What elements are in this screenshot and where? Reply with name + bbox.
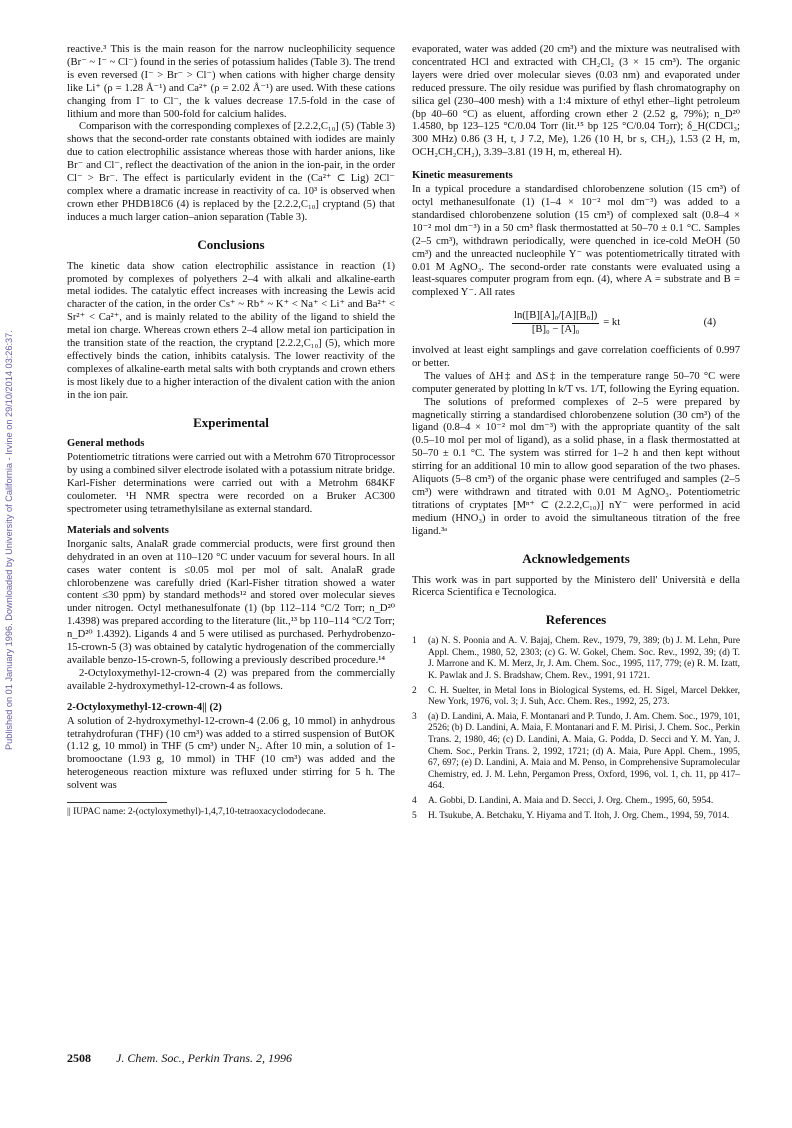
footnote: || IUPAC name: 2-(octyloxymethyl)-1,4,7,10-tetraoxacyclododecane.: [67, 807, 326, 818]
paragraph: involved at least eight samplings and gave correlation coefficients of 0.997 or better.: [412, 345, 740, 369]
paragraph: Comparison with the corresponding complexes of [2.2.2,C₁₀] (5) (Table 3) shows that the second-order rate constants obtained with iodides are mainly due to cation electrophilic assistance whereas those with harder anions, like Br⁻ and Cl⁻, reflect the deactivation of the anion in the ion-pair, in the order Cl⁻ > Br⁻. The effect is particularly evident in the (Ca²⁺ ⊂ Lig) 2Cl⁻ complex where a dramatic increase in reactivity of ca. 10³ is observed when crown ether PHDB18C6 (4) is replaced by the [2.2.2,C₁₀] cryptand (5) that induces a much larger cation–anion separation (Table 3).: [67, 121, 395, 223]
experimental-heading: Experimental: [193, 414, 269, 430]
reference-text: C. H. Suelter, in Metal Ions in Biological Systems, ed. H. Sigel, Marcel Dekker, New York, 1976, vol. 3; J. Suh, Acc. Chem. Res., 1992, 25, 273.: [428, 685, 740, 708]
equation-numerator: ln([B][A]₀/[A][B₀]): [512, 310, 599, 324]
equation-4: [412, 310, 740, 337]
kinetic-heading: Kinetic measurements: [412, 170, 513, 182]
paragraph: evaporated, water was added (20 cm³) and the mixture was neutralised with concentrated HCl and extracted with CH₂Cl₂ (3 × 15 cm³). The organic layers were dried over molecular sieves (0.03 nm) and evaporated under reduced pressure. The oily residue was purified by flash chromatography on silica gel (230–400 mesh) with a 1:4 mixture of ethyl ether–light petroleum (bp 40–60 °C) as eluent, affording crown ether 2 (2.52 g, 79%); n_D²⁰ 1.4580, bp 123–125 °C/0.04 Torr (lit.¹⁵ bp 125 °C/0.04 Torr); δ_H(CDCl₃; 300 MHz) 0.86 (3 H, t, J 7.2, Me), 1.26 (10 H, br s, CH₂), 1.53 (2 H, m, OCH₂CH₂CH₂), 3.39–3.81 (19 H, m, ethereal H).: [412, 44, 740, 159]
equation-number: (4): [703, 317, 716, 329]
paragraph: A solution of 2-hydroxymethyl-12-crown-4 (2.06 g, 10 mmol) in anhydrous tetrahydrofuran (THF) (10 cm³) was added to a stirred suspension of ButOK (1.12 g, 10 mmol) in THF (5 cm³) under N₂. After 10 min, a solution of 1-bromooctane (1.93 g, 10 mmol) in THF (10 cm³) was added and the heterogeneous reaction mixture was refluxed under stirring for 5 h. The solvent was: [67, 715, 395, 792]
reference-item: [412, 686, 740, 709]
paragraph: reactive.³ This is the main reason for the narrow nucleophilicity sequence (Br⁻ ~ I⁻ ~ Cl⁻) found in the series of potassium halides (Table 3). The trend is even reversed (I⁻ > Br⁻ > Cl⁻) when cations with higher charge density like Li⁺ (ρ = 1.28 Å⁻¹) and Ca²⁺ (ρ = 2.02 Å⁻¹) are used. With these cations changing from I⁻ to Cl⁻, the k values decrease 17.5-fold in the case of lithium and more than 500-fold for calcium halides.: [67, 44, 395, 120]
paragraph: Inorganic salts, AnalaR grade commercial products, were first ground then dehydrated in an oven at 110–120 °C under vacuum for several hours. In all cases water content is ≤0.05 mol per mol of salt. AnalaR grade chlorobenzene was carefully dried (Karl-Fisher titration showed a water content ≤30 ppm) by standard methods¹² and stored over molecular sieves under nitrogen. Octyl methanesulfonate (1) (bp 112–114 °C/2 Torr; n_D²⁰ 1.4398) was prepared according to the literature (lit.,¹³ bp 110–114 °C/2 Torr; n_D²⁰ 1.4392). Ligands 4 and 5 were utilised as purchased. Perhydrobenzo-15-crown-5 (3) was obtained by catalytic hydrogenation of the commercially available benzo-15-crown-5, following a previously described procedure.¹⁴: [67, 538, 395, 666]
paragraph: Potentiometric titrations were carried out with a Metrohm 670 Titroprocessor by using a combined silver electrode isolated with a potassium nitrate bridge. Karl-Fisher determinations were carried out with a Metrohm 684KF coulometer. ¹H NMR spectra were recorded on a Bruker AC300 spectrometer using tetramethylsilane as external standard.: [67, 452, 395, 515]
reference-text: H. Tsukube, A. Betchaku, Y. Hiyama and T. Itoh, J. Org. Chem., 1994, 59, 7014.: [428, 810, 730, 821]
reference-text: (a) D. Landini, A. Maia, F. Montanari and P. Tundo, J. Am. Chem. Soc., 1979, 101, 2526; (b) D. Landini, A. Maia, F. Montanari and F. M. Pirisi, J. Chem. Soc., Perkin Trans. 2, 1980, 46; (c) D. Landini, A. Maia, G. Podda, D. Secci and Y. M. Yan, J. Chem. Soc., Perkin Trans. 2, 1992, 1721; (d) A. Maia, Pure Appl. Chem., 1995, 67, 697; (e) D. Landini, A. Maia and M. Penso, in Comprehensive Supramolecular Chemistry, ed. J. M. Lehn, Pergamon Press, Oxford, 1996, vol. 1, ch. 11, pp 417–464.: [428, 711, 740, 792]
reference-item: [412, 636, 740, 682]
right-column: [412, 44, 740, 825]
reference-text: (a) N. S. Poonia and A. V. Bajaj, Chem. Rev., 1979, 79, 389; (b) J. M. Lehn, Pure Appl. Chem., 1980, 52, 2303; (c) G. W. Gokel, Chem. Soc. Rev., 1992, 39; (d) T. J. Marrone and K. M. Merz, Jr, J. Am. Chem. Soc., 1995, 117, 779; (e) R. M. Izatt, K. Pawlak and J. S. Bradshaw, Chem. Rev., 1991, 91 1721.: [428, 636, 740, 682]
equation-denominator: [B]₀ − [A]₀: [531, 324, 580, 336]
paragraph: The solutions of preformed complexes of 2–5 were prepared by magnetically stirring a standardised chlorobenzene solution (30 cm³) of the ligand (0.8–4 × 10⁻² mol dm⁻³) with the appropriate quantity of the salt (0.5–10 mol per mol of ligand), as a solid phase, in a flask thermostatted at 50–70 ± 0.1 °C. The system was stirred for 1–2 h and then kept without stirring for an additional 10 min to allow good separation of the two phases. Aliquots (5–8 cm³) of the organic phase were centrifuged and samples (2–5 cm³) were withdrawn and titrated with 0.01 M AgNO₃. Potentiometric titrations of cryptates [Mⁿ⁺ ⊂ (2.2.2,C₁₀)] nY⁻ were performed in acid medium (HNO₃) in order to avoid the simultaneous titration of the free ligand.³ᵃ: [412, 396, 740, 537]
paragraph: This work was in part supported by the Ministero dell' Università e della Ricerca Scientifica e Tecnologica.: [412, 574, 740, 599]
journal-citation: J. Chem. Soc., Perkin Trans. 2, 1996: [116, 1051, 292, 1065]
general-methods-heading: General methods: [67, 438, 145, 450]
references-heading: References: [545, 612, 607, 628]
equation-fraction: [512, 310, 599, 337]
paragraph: The kinetic data show cation electrophilic assistance in reaction (1) promoted by complexes of polyethers 2–4 with alkali and alkaline-earth metal iodides. The catalytic effect increases with increasing the Lewis acid character of the cation, in the order Cs⁺ ~ Rb⁺ ~ K⁺ < Na⁺ < Li⁺ and Ba²⁺ < Sr²⁺ < Ca²⁺, and is mainly related to the ability of the ligand to shield the metal ion charge. Whereas crown ethers 2–4 allow metal ion participation in the transition state of the reaction, the cryptand [2.2.2,C₁₀] (5), which more effectively binds the cation, inhibits catalysis. The lower reactivity of the complexes of alkaline-earth metal salts with both cryptands and crown ethers is most likely due to a higher interaction of the divalent cation with the anion in the ion pair.: [67, 260, 395, 401]
reference-number: 2: [412, 685, 417, 696]
reference-list: [412, 636, 740, 822]
crown-prep-heading: 2-Octyloxymethyl-12-crown-4|| (2): [67, 701, 222, 713]
page-footer: [67, 1051, 292, 1066]
reference-number: 5: [412, 810, 417, 821]
left-column: [67, 44, 395, 819]
reference-number: 3: [412, 711, 417, 722]
reference-text: A. Gobbi, D. Landini, A. Maia and D. Secci, J. Org. Chem., 1995, 60, 5954.: [428, 795, 714, 806]
reference-item: [412, 811, 740, 823]
reference-number: 1: [412, 636, 417, 647]
reference-item: [412, 712, 740, 793]
reference-number: 4: [412, 795, 417, 806]
materials-heading: Materials and solvents: [67, 524, 169, 536]
paragraph: 2-Octyloxymethyl-12-crown-4 (2) was prepared from the commercially available 2-hydroxymethyl-12-crown-4 as follows.: [67, 667, 395, 692]
equation-rhs: = kt: [603, 317, 621, 329]
footnote-divider: [67, 802, 167, 803]
download-watermark: Published on 01 January 1996. Downloaded by University of California - Irvine on 29/10/2014 03:26:37.: [4, 330, 14, 750]
page-number: 2508: [67, 1051, 91, 1065]
paragraph: In a typical procedure a standardised chlorobenzene solution (15 cm³) of octyl methanesulfonate (1) (1–4 × 10⁻² mol dm⁻³) was added to a standardised chlorobenzene solution (15 cm³) of complexed salt (0.8–4 × 10⁻² mol dm⁻³) in a 50 cm³ flask thermostatted at 50–70 ± 0.1 °C. Samples (2–5 cm³), withdrawn periodically, were quenched in ice-cold MeOH (50 cm³) and the unreacted nucleophile Y⁻ was potentiometrically titrated with 0.01 M AgNO₃. The second-order rate constants were evaluated using a least-squares computer program from eqn. (4), where A = substrate and B = complexed Y⁻. All rates: [412, 184, 740, 299]
conclusions-heading: Conclusions: [197, 236, 265, 252]
acknowledgements-heading: Acknowledgements: [522, 550, 630, 566]
reference-item: [412, 796, 740, 808]
paragraph: The values of ΔH‡ and ΔS‡ in the temperature range 50–70 °C were computer generated by plotting ln k/T vs. 1/T, following the Eyring equation.: [412, 370, 740, 395]
